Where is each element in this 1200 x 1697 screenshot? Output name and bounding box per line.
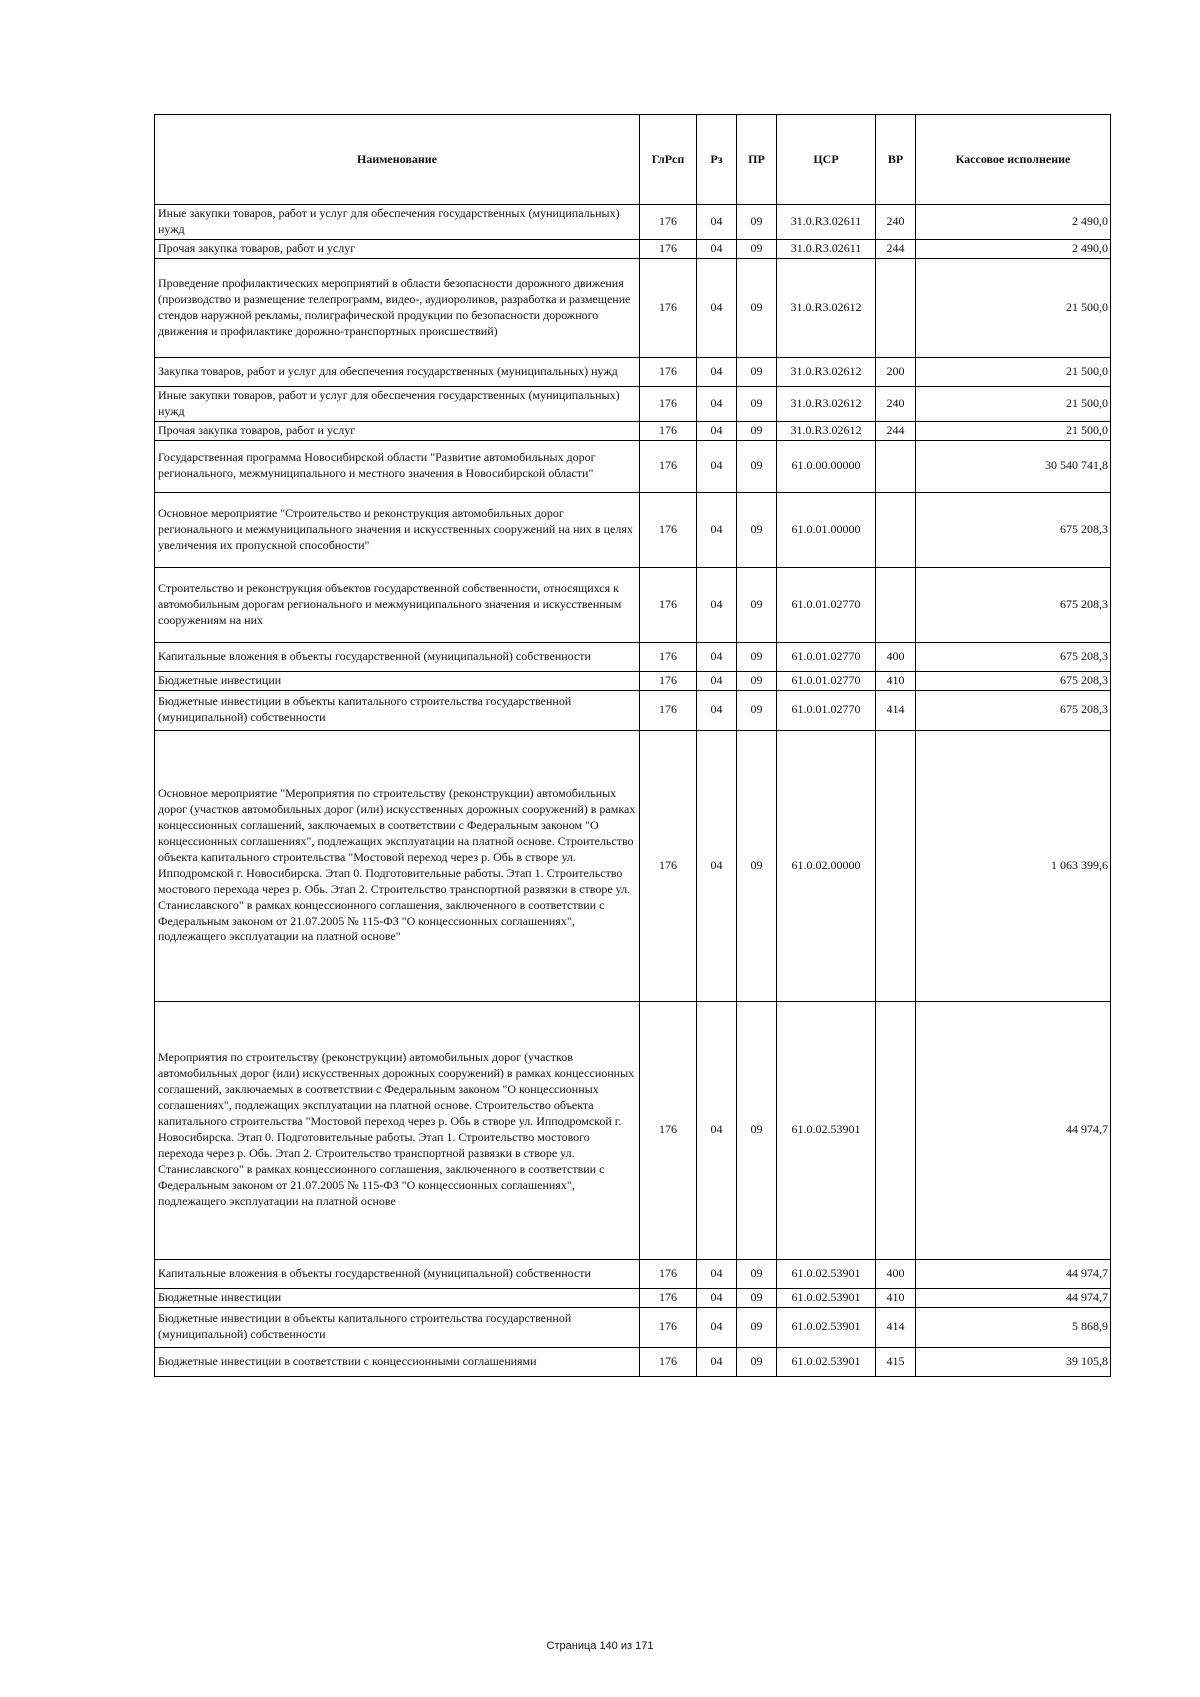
cell-name: Капитальные вложения в объекты государственной (муниципальной) собственности (155, 1259, 640, 1288)
cell-amount: 2 490,0 (916, 205, 1111, 240)
cell-amount: 675 208,3 (916, 690, 1111, 730)
cell-pr: 09 (737, 690, 777, 730)
cell-rz: 04 (697, 642, 737, 671)
table-row (155, 239, 1111, 258)
cell-name: Иные закупки товаров, работ и услуг для обеспечения государственных (муниципальных) нужд (155, 386, 640, 421)
cell-amount: 1 063 399,6 (916, 730, 1111, 1001)
cell-glrsp: 176 (640, 239, 697, 258)
cell-name: Прочая закупка товаров, работ и услуг (155, 421, 640, 440)
cell-vr: 414 (876, 690, 916, 730)
cell-rz: 04 (697, 239, 737, 258)
cell-amount: 39 105,8 (916, 1347, 1111, 1376)
cell-glrsp: 176 (640, 357, 697, 386)
cell-amount: 21 500,0 (916, 258, 1111, 357)
cell-vr: 400 (876, 1259, 916, 1288)
cell-vr: 240 (876, 205, 916, 240)
cell-amount: 21 500,0 (916, 386, 1111, 421)
cell-csr: 61.0.00.00000 (777, 440, 876, 492)
cell-pr: 09 (737, 357, 777, 386)
cell-pr: 09 (737, 1347, 777, 1376)
cell-pr: 09 (737, 440, 777, 492)
table-row (155, 690, 1111, 730)
cell-glrsp: 176 (640, 1307, 697, 1347)
cell-pr: 09 (737, 258, 777, 357)
cell-pr: 09 (737, 567, 777, 642)
cell-rz: 04 (697, 205, 737, 240)
cell-rz: 04 (697, 730, 737, 1001)
table-row (155, 492, 1111, 567)
cell-name: Проведение профилактических мероприятий в области безопасности дорожного движения (производство и размещение телепрограмм, видео-, аудиороликов, разработка и размещение стендов наружной рекламы, полиграфической продукции по безопасности дорожного движения и профилактике дорожно-транспортных происшествий) (155, 258, 640, 357)
cell-csr: 61.0.01.02770 (777, 567, 876, 642)
header-glrsp: ГлРсп (640, 115, 697, 205)
cell-csr: 31.0.R3.02612 (777, 258, 876, 357)
header-rz: Рз (697, 115, 737, 205)
table-row (155, 357, 1111, 386)
cell-csr: 31.0.R3.02611 (777, 239, 876, 258)
table-row (155, 421, 1111, 440)
cell-name: Бюджетные инвестиции (155, 1288, 640, 1307)
cell-csr: 61.0.01.02770 (777, 671, 876, 690)
table-row (155, 1259, 1111, 1288)
cell-glrsp: 176 (640, 1259, 697, 1288)
cell-glrsp: 176 (640, 1288, 697, 1307)
cell-csr: 61.0.02.53901 (777, 1288, 876, 1307)
cell-amount: 21 500,0 (916, 357, 1111, 386)
cell-pr: 09 (737, 1001, 777, 1259)
cell-vr: 414 (876, 1307, 916, 1347)
cell-glrsp: 176 (640, 492, 697, 567)
cell-name: Бюджетные инвестиции в объекты капитального строительства государственной (муниципальной) собственности (155, 690, 640, 730)
cell-rz: 04 (697, 671, 737, 690)
cell-csr: 61.0.01.02770 (777, 642, 876, 671)
cell-amount: 44 974,7 (916, 1001, 1111, 1259)
table-row (155, 1001, 1111, 1259)
table-row (155, 386, 1111, 421)
table-row (155, 730, 1111, 1001)
cell-rz: 04 (697, 440, 737, 492)
cell-amount: 30 540 741,8 (916, 440, 1111, 492)
table-row (155, 1307, 1111, 1347)
cell-vr (876, 567, 916, 642)
cell-csr: 61.0.02.53901 (777, 1001, 876, 1259)
cell-vr: 244 (876, 421, 916, 440)
cell-rz: 04 (697, 690, 737, 730)
cell-name: Капитальные вложения в объекты государственной (муниципальной) собственности (155, 642, 640, 671)
cell-vr: 410 (876, 1288, 916, 1307)
cell-name: Основное мероприятие "Строительство и реконструкция автомобильных дорог регионального и межмуниципального значения и искусственных сооружений на них в целях увеличения их пропускной способности" (155, 492, 640, 567)
table-header-row (155, 115, 1111, 205)
cell-csr: 61.0.01.02770 (777, 690, 876, 730)
cell-amount: 44 974,7 (916, 1288, 1111, 1307)
table-row (155, 1347, 1111, 1376)
cell-pr: 09 (737, 1288, 777, 1307)
cell-pr: 09 (737, 386, 777, 421)
cell-name: Мероприятия по строительству (реконструкции) автомобильных дорог (участков автомобильных дорог (или) искусственных дорожных сооружений) в рамках концессионных соглашений, заключаемых в соответствии с Федеральным законом "О концессионных соглашениях", подлежащих эксплуатации на платной основе. Строительство объекта капитального строительства "Мостовой переход через р. Обь в створе ул. Ипподромской г. Новосибирска. Этап 0. Подготовительные работы. Этап 1. Строительство мостового перехода через р. Обь. Этап 2. Строительство транспортной развязки в створе ул. Станиславского" в рамках концессионного соглашения, заключенного в соответствии с Федеральным законом от 21.07.2005 № 115-ФЗ "О концессионных соглашениях", подлежащего эксплуатации на платной основе (155, 1001, 640, 1259)
cell-csr: 31.0.R3.02611 (777, 205, 876, 240)
cell-vr: 410 (876, 671, 916, 690)
cell-pr: 09 (737, 671, 777, 690)
cell-amount: 675 208,3 (916, 567, 1111, 642)
cell-glrsp: 176 (640, 386, 697, 421)
cell-amount: 675 208,3 (916, 642, 1111, 671)
cell-rz: 04 (697, 567, 737, 642)
cell-glrsp: 176 (640, 1001, 697, 1259)
cell-vr: 400 (876, 642, 916, 671)
cell-csr: 61.0.02.00000 (777, 730, 876, 1001)
header-name: Наименование (155, 115, 640, 205)
cell-glrsp: 176 (640, 567, 697, 642)
page-number: Страница 140 из 171 (546, 1640, 654, 1652)
cell-pr: 09 (737, 730, 777, 1001)
cell-rz: 04 (697, 258, 737, 357)
cell-csr: 31.0.R3.02612 (777, 421, 876, 440)
cell-vr (876, 1001, 916, 1259)
header-amount: Кассовое исполнение (916, 115, 1111, 205)
cell-csr: 61.0.01.00000 (777, 492, 876, 567)
cell-pr: 09 (737, 205, 777, 240)
cell-name: Бюджетные инвестиции (155, 671, 640, 690)
header-csr: ЦСР (777, 115, 876, 205)
cell-glrsp: 176 (640, 421, 697, 440)
cell-rz: 04 (697, 357, 737, 386)
cell-vr (876, 440, 916, 492)
cell-glrsp: 176 (640, 730, 697, 1001)
cell-csr: 61.0.02.53901 (777, 1259, 876, 1288)
cell-name: Прочая закупка товаров, работ и услуг (155, 239, 640, 258)
cell-rz: 04 (697, 1001, 737, 1259)
cell-pr: 09 (737, 1259, 777, 1288)
header-vr: ВР (876, 115, 916, 205)
table-row (155, 567, 1111, 642)
cell-name: Государственная программа Новосибирской области "Развитие автомобильных дорог регионального, межмуниципального и местного значения в Новосибирской области" (155, 440, 640, 492)
cell-name: Строительство и реконструкция объектов государственной собственности, относящихся к автомобильным дорогам регионального и межмуниципального значения и искусственным сооружениям на них (155, 567, 640, 642)
cell-glrsp: 176 (640, 642, 697, 671)
cell-rz: 04 (697, 386, 737, 421)
table-row (155, 440, 1111, 492)
table-row (155, 671, 1111, 690)
table-row (155, 642, 1111, 671)
table-row (155, 205, 1111, 240)
cell-vr: 244 (876, 239, 916, 258)
cell-csr: 31.0.R3.02612 (777, 386, 876, 421)
cell-glrsp: 176 (640, 440, 697, 492)
cell-vr (876, 258, 916, 357)
cell-amount: 2 490,0 (916, 239, 1111, 258)
cell-vr: 200 (876, 357, 916, 386)
cell-glrsp: 176 (640, 258, 697, 357)
table-row (155, 1288, 1111, 1307)
cell-pr: 09 (737, 421, 777, 440)
cell-pr: 09 (737, 239, 777, 258)
header-pr: ПР (737, 115, 777, 205)
cell-name: Иные закупки товаров, работ и услуг для обеспечения государственных (муниципальных) нужд (155, 205, 640, 240)
cell-amount: 5 868,9 (916, 1307, 1111, 1347)
cell-vr (876, 730, 916, 1001)
cell-vr: 240 (876, 386, 916, 421)
cell-pr: 09 (737, 642, 777, 671)
cell-pr: 09 (737, 1307, 777, 1347)
cell-csr: 31.0.R3.02612 (777, 357, 876, 386)
cell-rz: 04 (697, 492, 737, 567)
cell-name: Бюджетные инвестиции в соответствии с концессионными соглашениями (155, 1347, 640, 1376)
cell-rz: 04 (697, 1259, 737, 1288)
cell-vr: 415 (876, 1347, 916, 1376)
cell-glrsp: 176 (640, 1347, 697, 1376)
cell-rz: 04 (697, 421, 737, 440)
cell-amount: 44 974,7 (916, 1259, 1111, 1288)
cell-glrsp: 176 (640, 690, 697, 730)
cell-name: Бюджетные инвестиции в объекты капитального строительства государственной (муниципальной) собственности (155, 1307, 640, 1347)
cell-csr: 61.0.02.53901 (777, 1307, 876, 1347)
cell-rz: 04 (697, 1347, 737, 1376)
cell-name: Закупка товаров, работ и услуг для обеспечения государственных (муниципальных) нужд (155, 357, 640, 386)
cell-pr: 09 (737, 492, 777, 567)
cell-glrsp: 176 (640, 671, 697, 690)
cell-rz: 04 (697, 1307, 737, 1347)
cell-glrsp: 176 (640, 205, 697, 240)
table-row (155, 258, 1111, 357)
cell-name: Основное мероприятие "Мероприятия по строительству (реконструкции) автомобильных дорог (участков автомобильных дорог (или) искусственных дорожных сооружений) в рамках концессионных соглашений, заключаемых в соответствии с Федеральным законом "О концессионных соглашениях", подлежащих эксплуатации на платной основе. Строительство объекта капитального строительства "Мостовой переход через р. Обь в створе ул. Ипподромской г. Новосибирска. Этап 0. Подготовительные работы. Этап 1. Строительство мостового перехода через р. Обь. Этап 2. Строительство транспортной развязки в створе ул. Станиславского" в рамках концессионного соглашения, заключенного в соответствии с Федеральным законом от 21.07.2005 № 115-ФЗ "О концессионных соглашениях", подлежащего эксплуатации на платной основе" (155, 730, 640, 1001)
cell-vr (876, 492, 916, 567)
cell-rz: 04 (697, 1288, 737, 1307)
cell-amount: 21 500,0 (916, 421, 1111, 440)
budget-table (154, 114, 1111, 1377)
cell-amount: 675 208,3 (916, 671, 1111, 690)
cell-csr: 61.0.02.53901 (777, 1347, 876, 1376)
cell-amount: 675 208,3 (916, 492, 1111, 567)
